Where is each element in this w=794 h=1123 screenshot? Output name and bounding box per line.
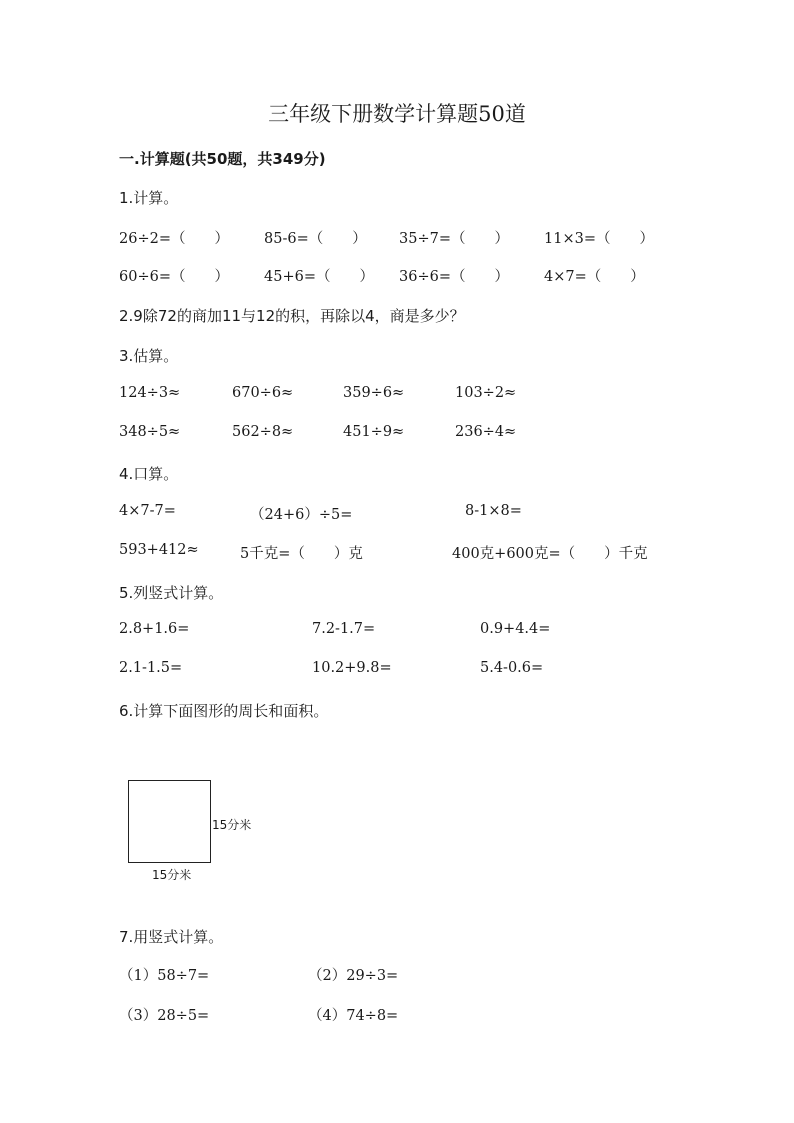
q4-item: 400克+600克=（ ）千克 <box>452 546 648 562</box>
q4-item: 4×7-7= <box>119 503 176 519</box>
q5-item: 2.8+1.6= <box>119 621 190 637</box>
square-side-label: 15分米 <box>212 818 252 832</box>
q1-item: 26÷2=（ ） <box>119 231 229 247</box>
q1-item: 4×7=（ ） <box>544 269 645 285</box>
q4-item: 593+412≈ <box>119 542 199 558</box>
section-heading: 一.计算题(共50题，共349分) <box>119 150 326 168</box>
q7-item: （4）74÷8= <box>308 1008 399 1024</box>
question-5-heading: 5.列竖式计算。 <box>119 584 224 602</box>
q3-item: 236÷4≈ <box>455 424 517 440</box>
q1-item: 45+6=（ ） <box>264 269 374 285</box>
question-2-heading: 2.9除72的商加11与12的积，再除以4，商是多少？ <box>119 307 465 325</box>
question-4-heading: 4.口算。 <box>119 465 179 483</box>
q1-item: 60÷6=（ ） <box>119 269 229 285</box>
q4-item: （24+6）÷5= <box>250 507 353 523</box>
q3-item: 348÷5≈ <box>119 424 181 440</box>
q4-item: 8-1×8= <box>465 503 522 519</box>
q1-item: 35÷7=（ ） <box>399 231 509 247</box>
question-3-heading: 3.估算。 <box>119 347 179 365</box>
page-title: 三年级下册数学计算题50道 <box>268 102 526 126</box>
square-bottom-label: 15分米 <box>152 868 192 882</box>
q5-item: 7.2-1.7= <box>312 621 376 637</box>
q3-item: 103÷2≈ <box>455 385 517 401</box>
question-6-heading: 6.计算下面图形的周长和面积。 <box>119 702 329 720</box>
question-7-heading: 7.用竖式计算。 <box>119 928 224 946</box>
square-figure <box>128 780 211 863</box>
q4-item: 5千克=（ ）克 <box>240 546 363 562</box>
q7-item: （1）58÷7= <box>119 968 210 984</box>
question-1-heading: 1.计算。 <box>119 189 179 207</box>
q1-item: 11×3=（ ） <box>544 231 654 247</box>
q5-item: 0.9+4.4= <box>480 621 551 637</box>
q5-item: 5.4-0.6= <box>480 660 544 676</box>
q3-item: 124÷3≈ <box>119 385 181 401</box>
q5-item: 2.1-1.5= <box>119 660 183 676</box>
q5-item: 10.2+9.8= <box>312 660 392 676</box>
q1-item: 36÷6=（ ） <box>399 269 509 285</box>
q7-item: （2）29÷3= <box>308 968 399 984</box>
q1-item: 85-6=（ ） <box>264 231 367 247</box>
q3-item: 670÷6≈ <box>232 385 294 401</box>
q3-item: 359÷6≈ <box>343 385 405 401</box>
q3-item: 562÷8≈ <box>232 424 294 440</box>
q7-item: （3）28÷5= <box>119 1008 210 1024</box>
q3-item: 451÷9≈ <box>343 424 405 440</box>
